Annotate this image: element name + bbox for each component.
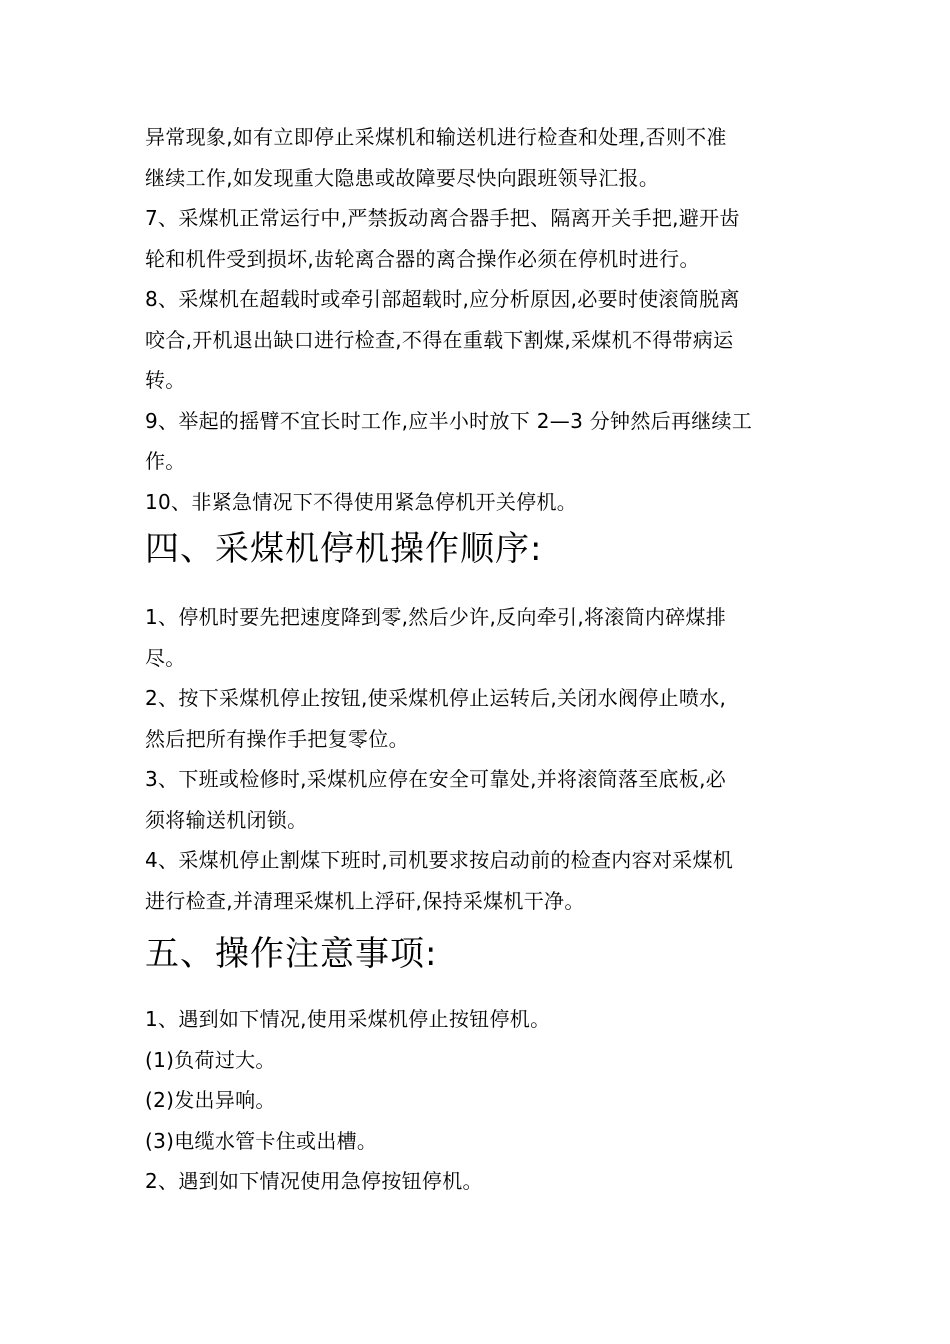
paragraph-line: 作。 xyxy=(145,449,186,473)
paragraph-line: 1、遇到如下情况,使用采煤机停止按钮停机。 xyxy=(145,1007,551,1031)
section-3-continued xyxy=(145,117,810,522)
paragraph-line: 咬合,开机退出缺口进行检查,不得在重载下割煤,采煤机不得带病运 xyxy=(145,327,734,352)
paragraph-line: 然后把所有操作手把复零位。 xyxy=(145,726,409,751)
paragraph-line: 2、按下采煤机停止按钮,使采煤机停止运转后,关闭水阀停止喷水, xyxy=(145,686,727,710)
paragraph-line: 须将输送机闭锁。 xyxy=(145,807,308,832)
paragraph-line: 9、举起的摇臂不宜长时工作,应半小时放下 2—3 分钟然后再继续工 xyxy=(145,408,753,433)
document-body xyxy=(145,117,810,1202)
paragraph-line: 1、停机时要先把速度降到零,然后少许,反向牵引,将滚筒内碎煤排 xyxy=(145,605,727,629)
paragraph-line: 轮和机件受到损坏,齿轮离合器的离合操作必须在停机时进行。 xyxy=(145,246,700,271)
section-4-heading: 四、采煤机停机操作顺序: xyxy=(145,529,543,569)
paragraph-line: 2、遇到如下情况使用急停按钮停机。 xyxy=(145,1169,483,1193)
section-5-body xyxy=(145,999,810,1202)
section-5-heading: 五、操作注意事项: xyxy=(145,934,438,974)
paragraph-line: (2)发出异响。 xyxy=(145,1088,276,1112)
paragraph-line: 异常现象,如有立即停止采煤机和输送机进行检查和处理,否则不准 xyxy=(145,125,727,149)
paragraph-line: 继续工作,如发现重大隐患或故障要尽快向跟班领导汇报。 xyxy=(145,165,660,190)
paragraph-line: 进行检查,并清理采煤机上浮矸,保持采煤机干净。 xyxy=(145,888,585,913)
paragraph-line: 3、下班或检修时,采煤机应停在安全可靠处,并将滚筒落至底板,必 xyxy=(145,767,727,791)
paragraph-line: 转。 xyxy=(145,368,186,392)
paragraph-line: 8、采煤机在超载时或牵引部超载时,应分析原因,必要时使滚筒脱离 xyxy=(145,287,740,311)
paragraph-line: 10、非紧急情况下不得使用紧急停机开关停机。 xyxy=(145,489,578,514)
paragraph-line: 4、采煤机停止割煤下班时,司机要求按启动前的检查内容对采煤机 xyxy=(145,848,734,872)
paragraph-line: 7、采煤机正常运行中,严禁扳动离合器手把、隔离开关手把,避开齿 xyxy=(145,206,740,230)
paragraph-line: 尽。 xyxy=(145,645,186,670)
section-4-body xyxy=(145,597,810,921)
paragraph-line: (1)负荷过大。 xyxy=(145,1047,276,1072)
paragraph-line: (3)电缆水管卡住或出槽。 xyxy=(145,1128,378,1153)
